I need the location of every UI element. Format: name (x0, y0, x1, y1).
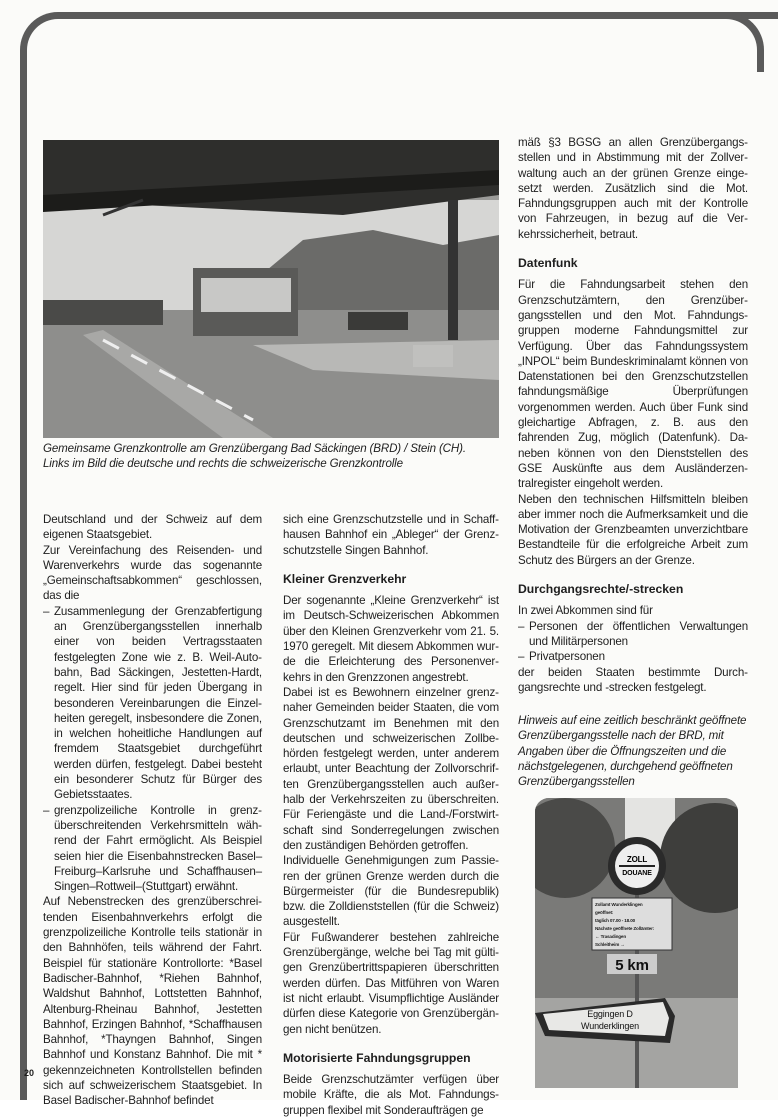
heading-motorisierte-fahndungsgruppen: Motorisierte Fahndungsgruppen (283, 1050, 471, 1065)
heading-durchgangsrechte: Durchgangsrechte/-strecken (518, 582, 684, 597)
paragraph: Für Fußwanderer bestehen zahlreiche Grenzübergänge, welche bei Tag mit gültigen Grenzübertrittspapieren überschritten werden dürfen. Das Mitführen von Waren ist nicht erlaubt. Visumpflichtige Ausländer dürfen diese Kategorie von Grenzübergängen nicht benützen. (283, 930, 499, 1036)
sign-zoll-text: ZOLL (626, 854, 648, 864)
paragraph: Zur Vereinfachung des Reisenden- und Warenverkehrs wurde das sogenannte „Gemeinschaftsabkommen“ geschlossen, das die (43, 543, 262, 603)
list-item: – Personen der öffentlichen Verwaltungen und Militärpersonen (518, 619, 748, 650)
photo1-block (43, 140, 499, 472)
paragraph: In zwei Abkommen sind für (518, 604, 653, 618)
paragraph: Dabei ist es Bewohnern einzelner grenznaher Gemeinden beider Staaten, die vom Grenzschutzamt im Benehmen mit den deutschen und schweizerischen Zollbehörden festgelegt werden, unter anderem erlaubt, unter Beachtung der Zollvorschriften Grenzübergangsstellen auch außerhalb der Verkehrszeiten zu überschreiten. Für Feriengäste und die Land-/Forstwirtschaft sind Sonderregelungen zwischen den zuständigen Behörden getroffen. (283, 685, 499, 852)
sign-info-line: ← Trasadingen (595, 933, 626, 939)
sign-distance: 5 km (615, 956, 649, 974)
paragraph: Für die Fahndungsarbeit stehen den Grenzschutzämtern, den Grenzübergangsstellen und den Mot. Fahndungsgruppen moderne Fahndungsmittel zur Verfügung. Über das Fahndungssystem „INPOL“ beim Bundeskriminalamt können von Datenstationen bei den Grenzschutzstellen fahndungsmäßige Überprüfungen vorgenommen werden. Auch über Funk sind gleichartige Abfragen, z. B. aus den fahrenden Zug, möglich (Datenfunk). Daneben können von den Dienststellen des GSE Auskünfte aus dem Ausländerzentralregister eingeholt werden. (518, 278, 748, 491)
page-number: 20 (24, 1068, 35, 1078)
column-1 (43, 512, 262, 1109)
list (43, 604, 262, 895)
sign-douane-text: DOUANE (622, 869, 652, 877)
sign-info-line: Schleitheim → (595, 941, 625, 947)
paragraph: mäß §3 BGSG an allen Grenzübergangsstellen und in Abstimmung mit der Zollverwaltung auch an der grünen Grenze eingesetzt werden. Zusätzlich sind die Mot. Fahndungsgruppen auch mit der Kontrolle von Fahrzeugen, in bezug auf die Verkehrssicherheit, betraut. (518, 136, 748, 241)
list (518, 619, 748, 665)
paragraph: Beide Grenzschutzämter verfügen über mobile Kräfte, die als Mot. Fahndungsgruppen flexibel mit Sonderaufträgen ge (283, 1073, 499, 1117)
list-item: – Privatpersonen (518, 649, 748, 664)
list-item: – grenzpolizeiliche Kontrolle in grenzüberschreitenden Verkehrsmitteln während der Fahrt ermöglicht. Als Beispiel seien hier die Eisenbahnstrecken Basel–Freiburg–Karlsruhe und Schaffhausen–Singen–Rottweil–(Stuttgart) erwähnt. (43, 803, 262, 895)
sign-info-line: Nächste geöffnete Zollämter: (595, 925, 655, 931)
photo1-caption: Gemeinsame Grenzkontrolle am Grenzübergang Bad Säckingen (BRD) / Stein (CH). Links im Bild die deutsche und rechts die schweizerische Grenzkontrolle (43, 442, 466, 471)
photo2-caption: Hinweis auf eine zeitlich beschränkt geöffnete Grenzübergangsstelle nach der BRD, mit Angaben über die Öffnungszeiten und die nächstgelegenen, durchgehend geöffneten Grenzübergangsstellen (518, 714, 747, 789)
sign-direction-2: Wunderklingen (581, 1020, 639, 1031)
right-column (518, 135, 748, 1088)
paragraph: Der sogenannte „Kleine Grenzverkehr“ ist im Deutsch-Schweizerischen Abkommen über den Kleinen Grenzverkehr vom 21. 5. 1970 geregelt. Mit diesem Abkommen wurde die Erleichterung des Personenverkehrs in den Grenzzonen angestrebt. (283, 594, 499, 684)
column-2 (283, 512, 499, 1118)
paragraph: Auf Nebenstrecken des grenzüberschreitenden Eisenbahnverkehrs erfolgt die grenzpolizeiliche Kontrolle teils stationär in den Bahnhöfen, teils während der Fahrt. Beispiel für stationäre Kontrollorte: *Basel Badischer-Bahnhof, *Riehen Bahnhof, Waldshut Bahnhof, Lottstetten Bahnhof, Altenburg-Rheinau Bahnhof, Jestetten Bahnhof, Erzingen Bahnhof, *Schaffhausen Bahnhof, *Thayngen Bahnhof, Singen Bahnhof und Konstanz Bahnhof. Die mit * gekennzeichneten Kontrollstellen befinden sich auf schweizerischem Staatsgebiet. In Basel Badischer-Bahnhof befindet (43, 895, 262, 1108)
paragraph: sich eine Grenzschutzstelle und in Schaffhausen Bahnhof ein „Ableger“ der Grenzschutzstelle Singen Bahnhof. (283, 513, 499, 557)
heading-kleiner-grenzverkehr: Kleiner Grenzverkehr (283, 571, 407, 586)
list-item: – Zusammenlegung der Grenzabfertigung an Grenzübergangsstellen innerhalb einer von beiden Vertragsstaaten festgelegten Zone wie z. B. Weil-Autobahn, Bad Säckingen, Jestetten-Hardt, regelt. Hier sind für jeden Übergang in besonderen Vereinbarungen die Einzelheiten geregelt, insbesondere die Zonen, in welchen hoheitliche Handlungen auf fremdem Staatsgebiet durchgeführt werden dürfen, festgelegt. Dabei besteht ein besonderer Schutz für Bürger des Gebietsstaates. (43, 604, 262, 803)
sign-info-line: täglich 07.00 - 18.00 (595, 917, 636, 923)
paragraph: der beiden Staaten bestimmte Durchgangsrechte und -strecken festgelegt. (518, 665, 748, 694)
paragraph: Neben den technischen Hilfsmitteln bleiben aber immer noch die Aufmerksamkeit und die Motivation der Grenzbeamten unverzichtbare Bestandteile für die erfolgreiche Arbeit zum Schutz des Bürgers an der Grenze. (518, 492, 748, 567)
heading-datenfunk: Datenfunk (518, 256, 578, 271)
border-control-photo (43, 140, 499, 438)
border-sign-photo (535, 798, 738, 1088)
paragraph: Deutschland und der Schweiz auf dem eigenen Staatsgebiet. (43, 513, 262, 542)
sign-direction-1: Eggingen D (587, 1008, 633, 1019)
paragraph: Individuelle Genehmigungen zum Passieren der grünen Grenze werden durch die Bürgermeister (für die Bundesrepublik) bzw. die Zolldienststellen (für die Schweiz) ausgestellt. (283, 854, 499, 929)
sign-info-line: geöffnet: (595, 909, 614, 915)
sign-info-line: Zollamt Wunderklingen (595, 901, 643, 907)
